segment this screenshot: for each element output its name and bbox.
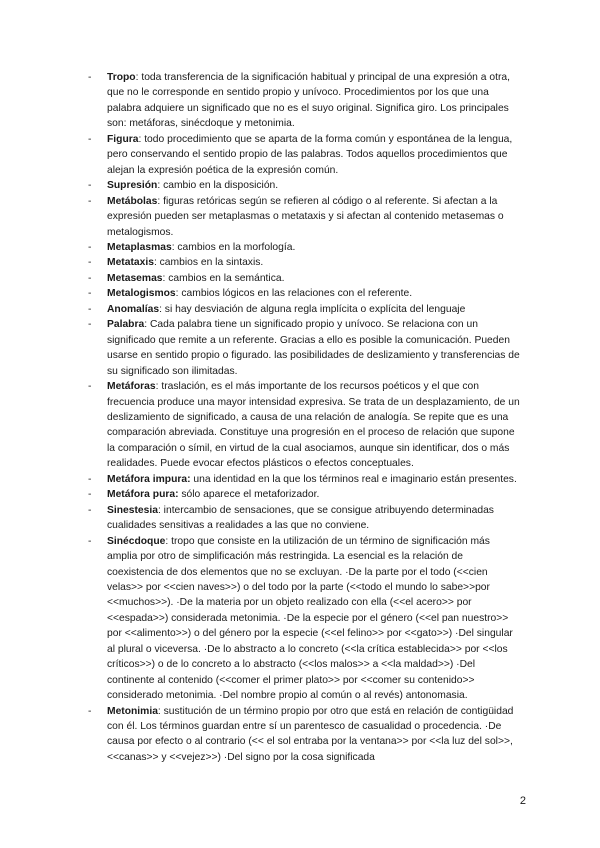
- definition: : Cada palabra tiene un significado propio y unívoco. Se relaciona con un significado que remite a un referente. Gracias a ello es posible la comunicación. Pueden usarse en sentido propio o figurado. las posibilidades de deslizamiento y transferencias de su significado son ilimitadas.: [107, 319, 520, 377]
- list-dash: -: [88, 195, 92, 207]
- entry-palabra: [88, 317, 520, 379]
- definition: : si hay desviación de alguna regla implícita o explícita del lenguaje: [159, 303, 466, 315]
- definition: : tropo que consiste en la utilización de un término de significación más amplia por otro de simplificación más restringida. La esencial es la relación de coexistencia de dos elementos que no se excluyan. ·De la parte por el todo (<<cien velas>> por <<cien naves>>) o del todo por la parte (<<todo el mundo lo sabe>>por <<muchos>>). ·De la materia por un objeto realizado con ella (<<el acero>> por <<espada>>) considerada metonimia. ·De la especie por el género (<<el pan nuestro>> por <<alimento>>) o del género por la especie (<<el felino>> por <<gato>>) ·Del singular al plural o viceversa. ·De lo abstracto a lo concreto (<<la crítica establecida>> por <<los críticos>>) o de lo concreto a lo abstracto (<<los malos>> a <<la maldad>>) ·Del continente al contenido (<<comer el primer plato>> por <<comer su contenido>> considerado metonimia. ·Del nombre propio al común o al revés) antonomasia.: [107, 535, 513, 702]
- list-dash: -: [88, 381, 92, 393]
- entry-tropo: [88, 70, 520, 132]
- entry-anomalias: [88, 302, 520, 317]
- list-dash: -: [88, 473, 92, 485]
- term: Sinestesia: [107, 504, 158, 516]
- list-dash: -: [88, 319, 92, 331]
- list-dash: -: [88, 241, 92, 253]
- definition: : todo procedimiento que se aparta de la forma común y espontánea de la lengua, pero conservando el sentido propio de las palabras. Todos aquellos procedimientos que alejan la expresión poética de la expresión común.: [107, 133, 513, 176]
- list-dash: -: [88, 180, 92, 192]
- entry-metalogismos: [88, 286, 520, 301]
- entry-sinestesia: [88, 503, 520, 534]
- entry-supresion: [88, 178, 520, 193]
- entry-metaforas: [88, 379, 520, 472]
- list-dash: -: [88, 72, 92, 83]
- term: Metábolas: [107, 195, 158, 207]
- term: Supresión: [107, 180, 158, 192]
- entry-sinecdoque: [88, 534, 520, 704]
- term: Metáforas: [107, 381, 156, 393]
- term: Metalogismos: [107, 288, 176, 300]
- list-dash: -: [88, 535, 92, 547]
- document-body: [88, 70, 520, 765]
- definition: : traslación, es el más importante de los recursos poéticos y el que con frecuencia produce una mayor intensidad expresiva. Se trata de un desplazamiento, de un deslizamiento de significado, a causa de una relación de analogía. Se repite que es una comparación abreviada. Constituye una progresión en el proceso de relación que supone la comparación o símil, en virtud de la cual asociamos, aunque sin identificar, dos o más realidades. Puede evocar efectos plásticos o efectos conceptuales.: [107, 381, 520, 470]
- list-dash: -: [88, 489, 92, 501]
- definition: : cambios en la sintaxis.: [153, 257, 264, 269]
- list-dash: -: [88, 288, 92, 300]
- definition: : intercambio de sensaciones, que se consigue atribuyendo determinadas cualidades sensitivas a realidades a las que no conviene.: [107, 504, 494, 532]
- term: Metonimia: [107, 705, 158, 717]
- term: Anomalías: [107, 303, 160, 315]
- definition: : toda transferencia de la significación habitual y principal de una expresión a otra, que no le corresponde en sentido propio y unívoco. Procedimientos por los que una palabra adquiere un significado que no es el suyo original. Significa giro. Los principales son: metáforas, sinécdoque y metonimia.: [107, 72, 510, 130]
- definition: : cambios en la semántica.: [162, 272, 285, 284]
- term: Sinécdoque: [107, 535, 166, 547]
- definition: sólo aparece el metaforizador.: [178, 489, 320, 501]
- term: Palabra: [107, 319, 145, 331]
- term: Metataxis: [107, 257, 154, 269]
- entry-figura: [88, 132, 520, 178]
- term: Metasemas: [107, 272, 163, 284]
- list-dash: -: [88, 257, 92, 269]
- entry-metaplasmas: [88, 240, 520, 255]
- list-dash: -: [88, 272, 92, 284]
- term: Metaplasmas: [107, 241, 172, 253]
- definition: una identidad en la que los términos real e imaginario están presentes.: [190, 473, 517, 485]
- list-dash: -: [88, 504, 92, 516]
- term: Metáfora impura:: [107, 473, 191, 485]
- entry-metonimia: [88, 704, 520, 766]
- definition: : cambios lógicos en las relaciones con el referente.: [175, 288, 413, 300]
- entry-metafora-pura: [88, 487, 520, 502]
- page-number: 2: [519, 795, 526, 807]
- definition: : sustitución de un término propio por otro que está en relación de contigüidad con él. Los términos guardan entre sí un parentesco de casualidad o procedencia. ·De causa por efecto o al contrario (<< el sol entraba por la ventana>> por <<la luz del sol>>, <<canas>> y <<vejez>>) ·Del signo por la cosa significada: [107, 705, 514, 763]
- term: Figura: [107, 133, 139, 145]
- entry-metafora-impura: [88, 472, 520, 487]
- list-dash: -: [88, 303, 92, 315]
- term: Metáfora pura:: [107, 489, 179, 501]
- entry-metasemas: [88, 271, 520, 286]
- entry-metataxis: [88, 255, 520, 270]
- term: Tropo: [107, 72, 136, 83]
- list-dash: -: [88, 705, 92, 717]
- definition: : cambio en la disposición.: [157, 180, 279, 192]
- list-dash: -: [88, 133, 92, 145]
- definition: : figuras retóricas según se refieren al código o al referente. Si afectan a la expresión pueden ser metaplasmas o metataxis y si afectan al contenido metasemas o metalogismos.: [107, 195, 504, 238]
- entry-metabolas: [88, 194, 520, 240]
- definition: : cambios en la morfología.: [171, 241, 296, 253]
